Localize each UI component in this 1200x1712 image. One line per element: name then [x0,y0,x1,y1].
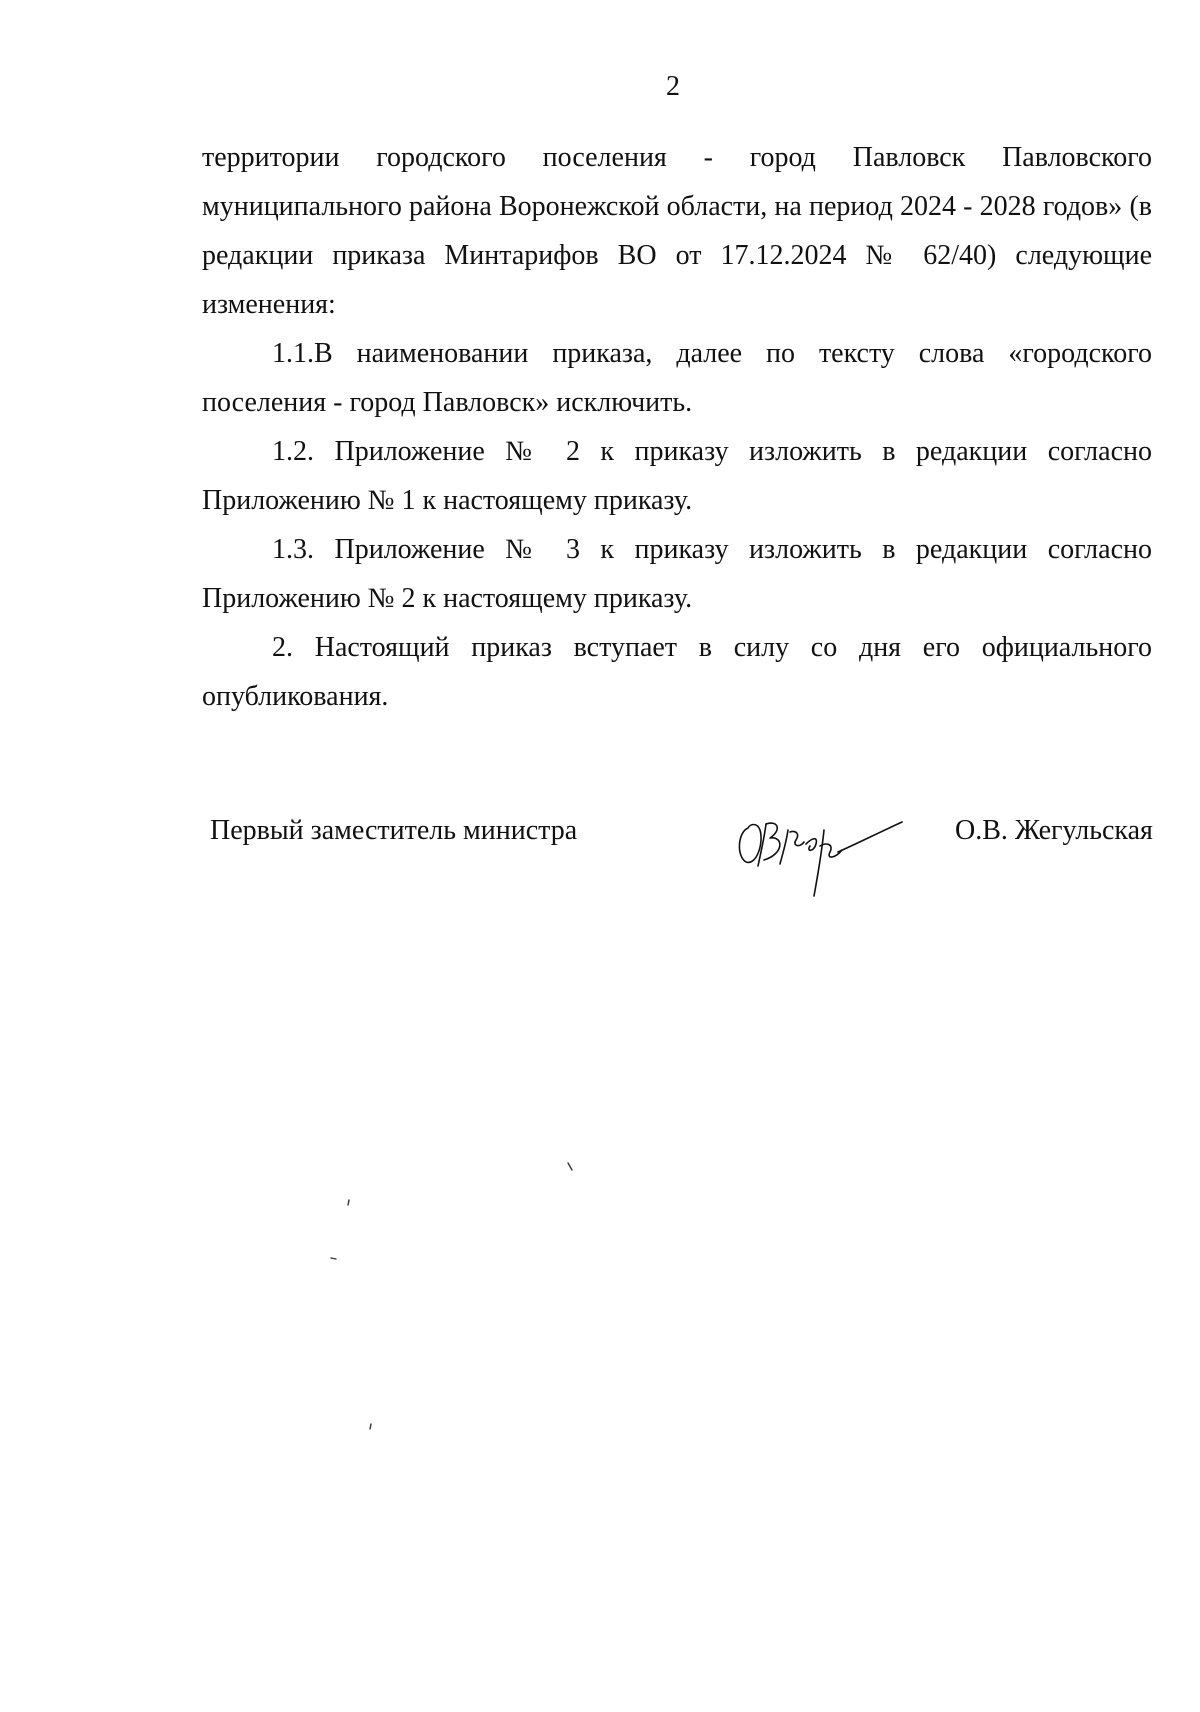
handwritten-signature-icon [730,800,910,900]
paragraph-item-1-2: 1.2. Приложение № 2 к приказу изложить в редакции согласно Приложению № 1 к настоящему приказу. [202,436,1152,516]
paragraph-item-1-3: 1.3. Приложение № 3 к приказу изложить в редакции согласно Приложению № 2 к настоящему приказу. [202,534,1152,614]
signature-block [0,800,1200,910]
speck-2 [348,1200,349,1205]
speck-1 [568,1163,572,1170]
speck-4 [370,1424,371,1429]
signer-name: О.В. Жегульская [955,815,1153,846]
paragraph-continuation: территории городского поселения - город Павловск Павловского муниципального района Воронежской области, на период 2024 - 2028 годов» (в редакции приказа Минтарифов ВО от 17.12.2024 № 62/40) следующие изменения: [202,142,1152,320]
document-body [202,133,1152,721]
paragraph-item-2: 2. Настоящий приказ вступает в силу со дня его официального опубликования. [202,632,1152,712]
signatory-position: Первый заместитель министра [210,815,578,846]
paragraph-item-1-1: 1.1.В наименовании приказа, далее по тексту слова «городского поселения - город Павловск» исключить. [202,338,1152,418]
speck-3 [331,1258,336,1259]
page-number: 2 [666,71,680,102]
